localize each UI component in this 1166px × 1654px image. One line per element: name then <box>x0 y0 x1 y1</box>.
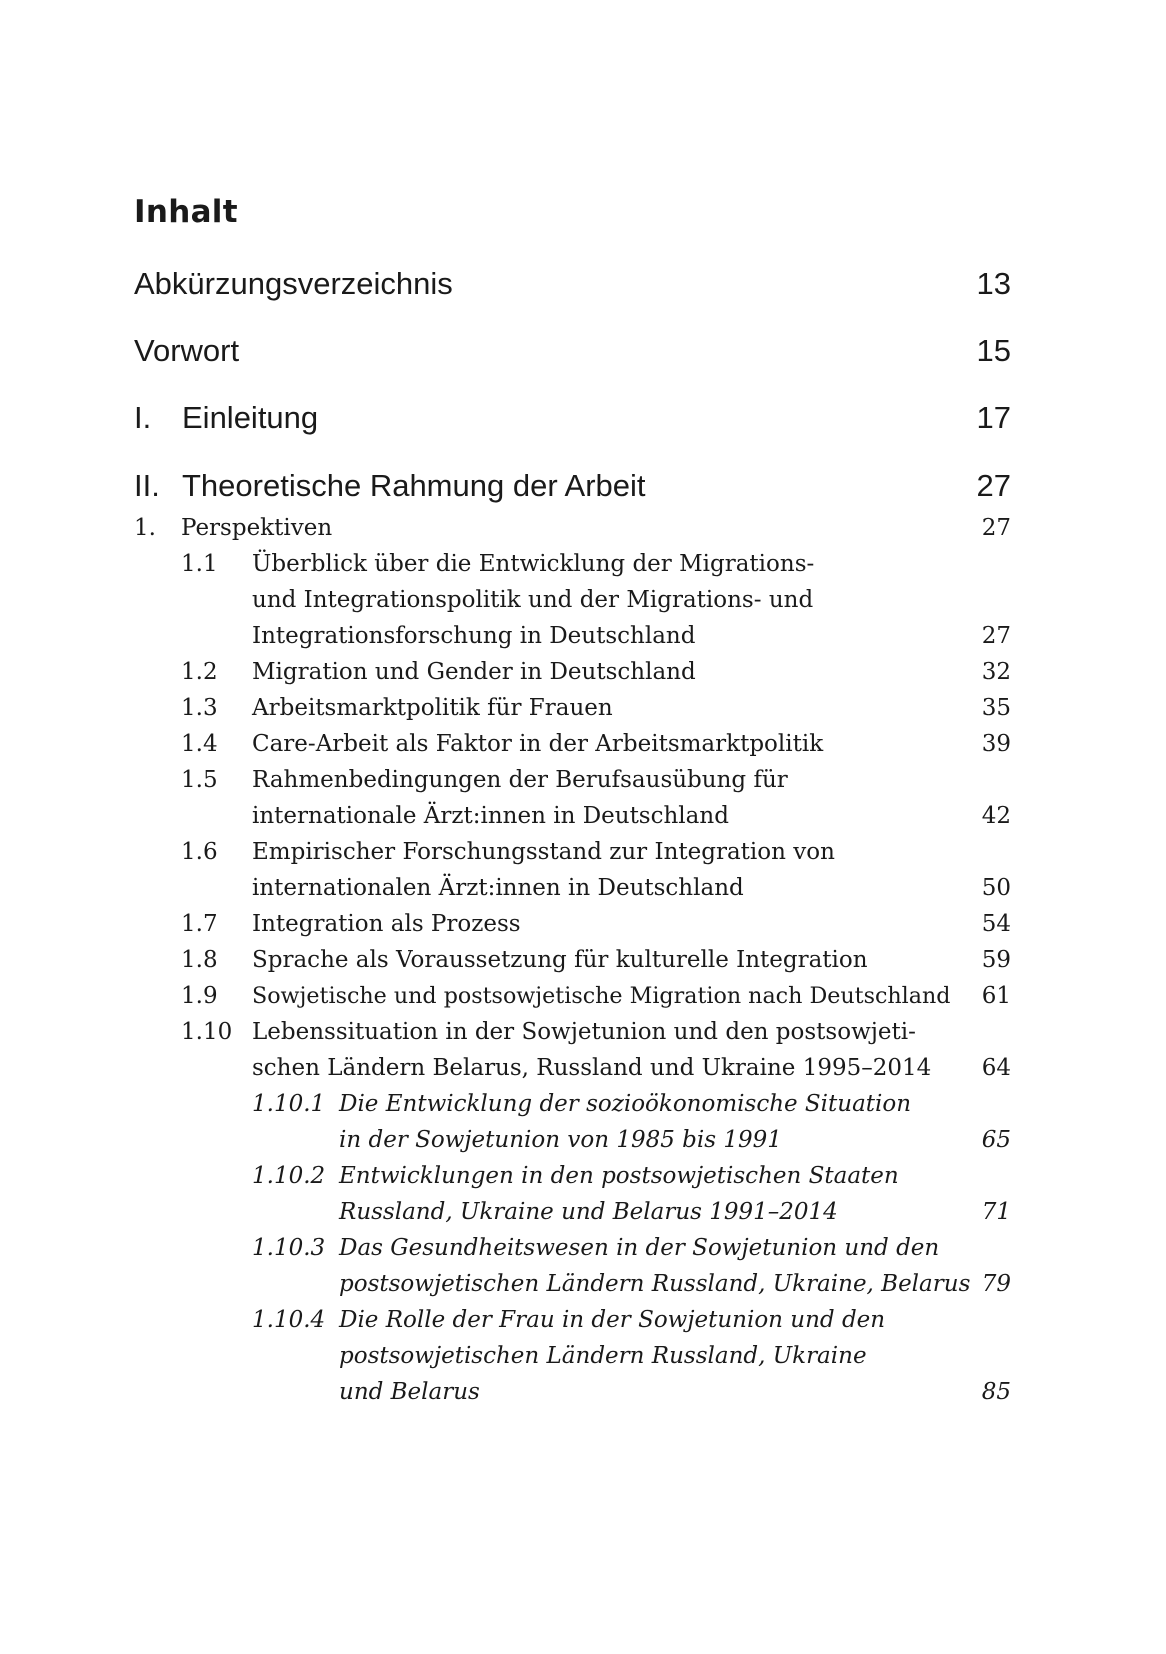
toc-entry-number: 1.10.3 <box>252 1235 326 1261</box>
toc-entry-1-1[interactable] <box>181 546 1011 654</box>
toc-entry-page: 13 <box>976 266 1011 301</box>
toc-entry-line: und Integrationspolitik und der Migrations- und <box>252 587 814 613</box>
toc-entry-page: 17 <box>976 400 1011 435</box>
toc-entry-line: Integrationsforschung in Deutschland <box>252 623 696 649</box>
toc-entry-page: 42 <box>981 803 1011 829</box>
toc-entry-page: 27 <box>981 515 1011 541</box>
toc-entry-1-6[interactable] <box>181 834 1011 906</box>
toc-entry-1-2[interactable] <box>181 654 1011 690</box>
toc-entry-number: II. <box>134 468 160 503</box>
toc-entry-line: Integration als Prozess <box>252 911 521 937</box>
toc-entry-1-10-4[interactable] <box>252 1302 1011 1410</box>
toc-entry-line: Arbeitsmarktpolitik für Frauen <box>252 695 613 721</box>
toc-entry-line: internationale Ärzt:innen in Deutschland <box>252 803 729 829</box>
toc-entry-line: Entwicklungen in den postsowjetischen Staaten <box>339 1163 899 1189</box>
toc-entry-page: 35 <box>981 695 1011 721</box>
toc-entry-number: 1.1 <box>181 551 218 577</box>
toc-entry-1-9[interactable] <box>181 978 1011 1014</box>
toc-entry-number: 1.10.4 <box>252 1307 326 1333</box>
toc-entry-number: 1.3 <box>181 695 218 721</box>
toc-entry-line: Sprache als Voraussetzung für kulturelle Integration <box>252 947 868 973</box>
toc-entry-number: 1.7 <box>181 911 218 937</box>
toc-entry-line: in der Sowjetunion von 1985 bis 1991 <box>339 1127 782 1153</box>
toc-entry-1-10-2[interactable] <box>252 1158 1011 1230</box>
toc-entry-label: Einleitung <box>182 400 319 435</box>
toc-entry-line: Die Rolle der Frau in der Sowjetunion und den <box>339 1307 886 1333</box>
toc-entry-1-8[interactable] <box>181 942 1011 978</box>
toc-entry-1-10-1[interactable] <box>252 1086 1011 1158</box>
toc-entry-page: 61 <box>981 983 1011 1009</box>
toc-entry-number: 1.5 <box>181 767 218 793</box>
toc-entry-page: 32 <box>981 659 1011 685</box>
toc-entry-line: Rahmenbedingungen der Berufsausübung für <box>252 767 788 793</box>
toc-entry-1-7[interactable] <box>181 906 1011 942</box>
toc-entry-line: Migration und Gender in Deutschland <box>252 659 696 685</box>
toc-entry-page: 59 <box>981 947 1011 973</box>
toc-entry-number: 1.6 <box>181 839 218 865</box>
toc-entry-label: Theoretische Rahmung der Arbeit <box>182 468 646 503</box>
toc-entry-label: Abkürzungsverzeichnis <box>134 266 453 301</box>
toc-entry-label: Perspektiven <box>181 515 333 541</box>
toc-entry-page: 65 <box>981 1127 1011 1153</box>
toc-entry-line: Lebenssituation in der Sowjetunion und den postsowjeti- <box>252 1019 916 1045</box>
toc-entry-line: Sowjetische und postsowjetische Migration nach Deutschland <box>252 983 951 1009</box>
toc-entry-line: internationalen Ärzt:innen in Deutschland <box>252 875 744 901</box>
toc-entry-number: 1.10.1 <box>252 1091 326 1117</box>
toc-entry-line: postsowjetischen Ländern Russland, Ukraine, Belarus <box>339 1271 971 1297</box>
toc-entry-page: 27 <box>981 623 1011 649</box>
toc-entry-number: 1.10.2 <box>252 1163 326 1189</box>
toc-entry-perspektiven[interactable] <box>134 510 1011 546</box>
toc-entry-line: Die Entwicklung der sozioökonomische Situation <box>339 1091 912 1117</box>
toc-entry-number: 1.9 <box>181 983 218 1009</box>
toc-entry-page: 71 <box>981 1199 1011 1225</box>
toc-entry-1-10[interactable] <box>181 1014 1011 1086</box>
toc-entry-page: 39 <box>981 731 1011 757</box>
toc-entry-line: Empirischer Forschungsstand zur Integration von <box>252 839 835 865</box>
toc-entry-line: Care-Arbeit als Faktor in der Arbeitsmarktpolitik <box>252 731 824 757</box>
toc-entry-number: I. <box>134 400 152 435</box>
toc-entry-number: 1.10 <box>181 1019 233 1045</box>
toc-entry-number: 1.4 <box>181 731 218 757</box>
toc-entry-page: 79 <box>981 1271 1011 1297</box>
toc-entry-page: 50 <box>981 875 1011 901</box>
toc-entry-page: 27 <box>976 468 1011 503</box>
toc-entry-number: 1.2 <box>181 659 218 685</box>
toc-entry-1-10-3[interactable] <box>252 1230 1011 1302</box>
toc-entry-page: 54 <box>981 911 1011 937</box>
toc-entry-line: Das Gesundheitswesen in der Sowjetunion und den <box>339 1235 940 1261</box>
toc-entry-page: 85 <box>981 1379 1011 1405</box>
toc-entry-line: und Belarus <box>339 1379 480 1405</box>
toc-entry-line: Überblick über die Entwicklung der Migrations- <box>252 551 815 577</box>
toc-entry-1-4[interactable] <box>181 726 1011 762</box>
toc-entry-line: Russland, Ukraine und Belarus 1991–2014 <box>339 1199 838 1225</box>
toc-entry-number: 1. <box>134 515 156 541</box>
toc-entry-line: postsowjetischen Ländern Russland, Ukraine <box>339 1343 867 1369</box>
toc-entry-page: 15 <box>976 333 1011 368</box>
toc-entry-label: Vorwort <box>134 333 240 368</box>
toc-entry-line: schen Ländern Belarus, Russland und Ukraine 1995–2014 <box>252 1055 932 1081</box>
toc-entry-number: 1.8 <box>181 947 218 973</box>
toc-entry-1-5[interactable] <box>181 762 1011 834</box>
page-title: Inhalt <box>134 194 238 230</box>
toc-entry-page: 64 <box>981 1055 1011 1081</box>
toc-entry-1-3[interactable] <box>181 690 1011 726</box>
